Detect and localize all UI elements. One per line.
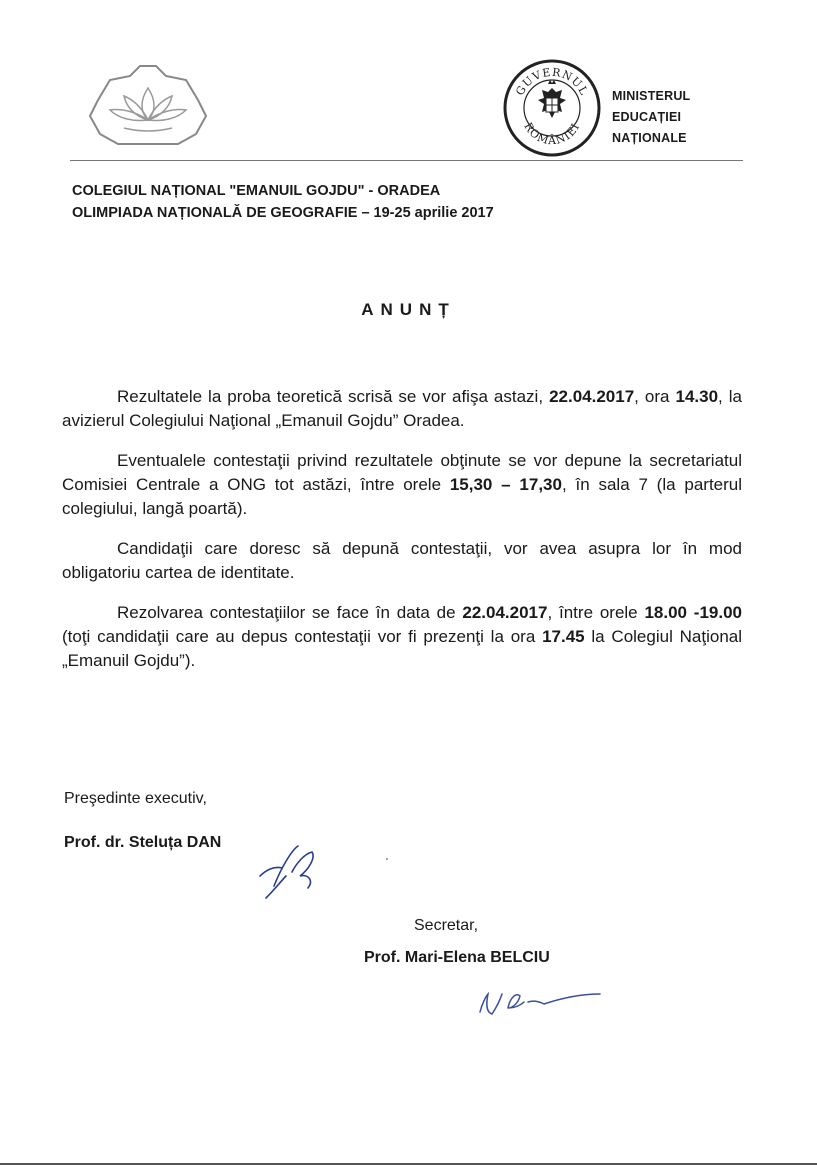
signature-block-president	[64, 790, 221, 852]
event-name: OLIMPIADA NAȚIONALĂ DE GEOGRAFIE – 19-25 aprilie 2017	[72, 205, 494, 221]
signature-block-secretary	[364, 917, 550, 967]
ministry-line-3: NAȚIONALE	[612, 131, 687, 145]
secretary-name: Prof. Mari-Elena BELCIU	[364, 949, 550, 966]
ministry-line-2: EDUCAȚIEI	[612, 110, 682, 124]
document-header	[72, 180, 494, 224]
paragraph-4: Rezolvarea contestaţiilor se face în data de 22.04.2017, între orele 18.00 -19.00 (toţi candidaţii care au depus contestaţii vor fi prezenţi la ora 17.45 la Colegiul Naţional „Emanuil Gojdu”).	[62, 603, 743, 670]
page-bottom-edge	[0, 1163, 817, 1165]
ministry-line-1: MINISTERUL	[612, 89, 691, 103]
paragraph-3: Candidaţii care doresc să depună contestaţii, vor avea asupra lor în mod obligatoriu cartea de identitate.	[62, 539, 742, 582]
handwritten-signature-icon	[252, 836, 324, 902]
svg-text:ROMÂNIEI: ROMÂNIEI	[521, 120, 583, 148]
government-crest-icon	[502, 58, 602, 158]
secretary-role: Secretar,	[414, 917, 479, 934]
svg-text:GUVERNUL: GUVERNUL	[513, 65, 591, 98]
header-divider	[70, 160, 743, 161]
handwritten-signature-icon	[462, 978, 602, 1028]
school-lotus-logo-icon	[78, 60, 218, 150]
announcement-body	[62, 385, 742, 689]
ink-speck	[386, 858, 388, 860]
institution-name: COLEGIUL NAȚIONAL "EMANUIL GOJDU" - ORADEA	[72, 183, 441, 199]
president-role: Preşedinte executiv,	[64, 790, 207, 807]
document-title: ANUNȚ	[361, 300, 456, 319]
paragraph-1: Rezultatele la proba teoretică scrisă se vor afişa astazi, 22.04.2017, ora 14.30, la avizierul Colegiului Naţional „Emanuil Gojdu” Oradea.	[62, 387, 742, 430]
president-name: Prof. dr. Steluța DAN	[64, 834, 222, 851]
ministry-name	[612, 86, 690, 149]
paragraph-2: Eventualele contestaţii privind rezultatele obţinute se vor depune la secretariatul Comisiei Centrale a ONG tot astăzi, între orele 15,30 – 17,30, în sala 7 (la parterul colegiului, langă poartă).	[62, 451, 743, 518]
